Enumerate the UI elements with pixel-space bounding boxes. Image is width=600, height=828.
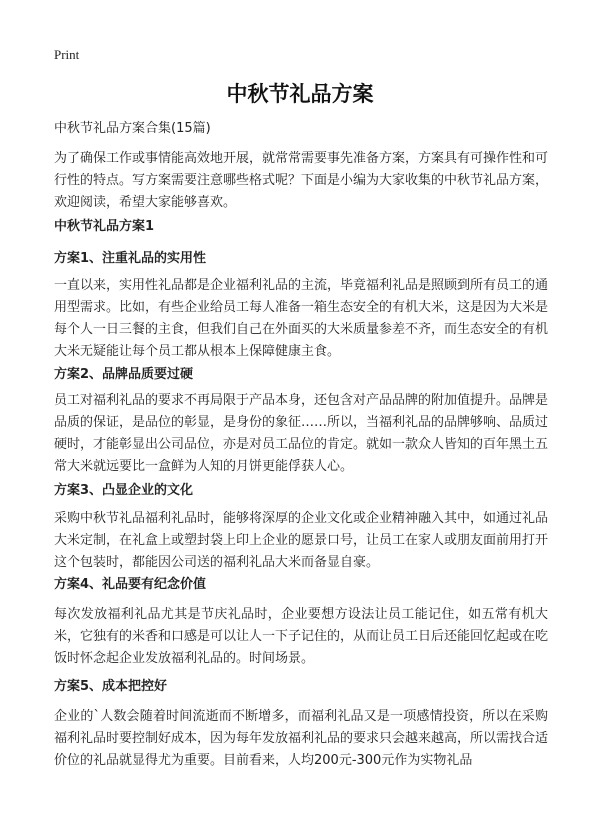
plan-1-paragraph: 一直以来，实用性礼品都是企业福利礼品的主流，毕竟福利礼品是照顾到所有员工的通用型需求。比如，有些企业给员工每人准备一箱生态安全的有机大米，这是因为大米是每个人一日三餐的主食，但我们自己在外面买的大米质量参差不齐，而生态安全的有机大米无疑能让每个员工都从根本上保障健康主食。 xyxy=(54,278,549,359)
section-title: 中秋节礼品方案1 xyxy=(54,219,155,234)
print-link[interactable]: Print xyxy=(54,47,80,62)
plan-1-heading: 方案1、注重礼品的实用性 xyxy=(54,251,207,266)
document-title: 中秋节礼品方案 xyxy=(226,82,374,106)
document-subtitle: 中秋节礼品方案合集(15篇) xyxy=(54,121,211,136)
plan-4-heading: 方案4、礼品要有纪念价值 xyxy=(54,577,207,592)
plan-3-paragraph: 采购中秋节礼品福利礼品时，能够将深厚的企业文化或企业精神融入其中，如通过礼品大米定制，在礼盒上或塑封袋上印上企业的愿景口号，让员工在家人或朋友面前用打开这个包装时，都能因公司送的福利礼品大米而备显自豪。 xyxy=(54,511,549,570)
intro-paragraph: 为了确保工作或事情能高效地开展，就常常需要事先准备方案，方案具有可操作性和可行性的特点。写方案需要注意哪些格式呢？下面是小编为大家收集的中秋节礼品方案，欢迎阅读，希望大家能够喜欢。 xyxy=(54,151,549,210)
plan-2-heading: 方案2、品牌品质要过硬 xyxy=(54,367,194,382)
plan-2-paragraph: 员工对福利礼品的要求不再局限于产品本身，还包含对产品品牌的附加值提升。品牌是品质的保证，是品位的彰显，是身份的象征……所以，当福利礼品的品牌够响、品质过硬时，才能彰显出公司品位，亦是对员工品位的肯定。就如一款众人皆知的百年黑土五常大米就远要比一盒鲜为人知的月饼更能俘获人心。 xyxy=(54,393,549,474)
plan-4-paragraph: 每次发放福利礼品尤其是节庆礼品时，企业要想方设法让员工能记住，如五常有机大米，它独有的米香和口感是可以让人一下子记住的，从而让员工日后还能回忆起或在吃饭时怀念起企业发放福利礼品的。时间场景。 xyxy=(54,607,549,666)
plan-5-heading: 方案5、成本把控好 xyxy=(54,679,168,694)
plan-5-paragraph: 企业的`人数会随着时间流逝而不断增多，而福利礼品又是一项感情投资，所以在采购福利礼品时要控制好成本，因为每年发放福利礼品的要求只会越来越高，所以需找合适价位的礼品就显得尤为重要。目前看来，人均200元-300元作为实物礼品 xyxy=(54,709,549,768)
plan-3-heading: 方案3、凸显企业的文化 xyxy=(54,483,194,498)
